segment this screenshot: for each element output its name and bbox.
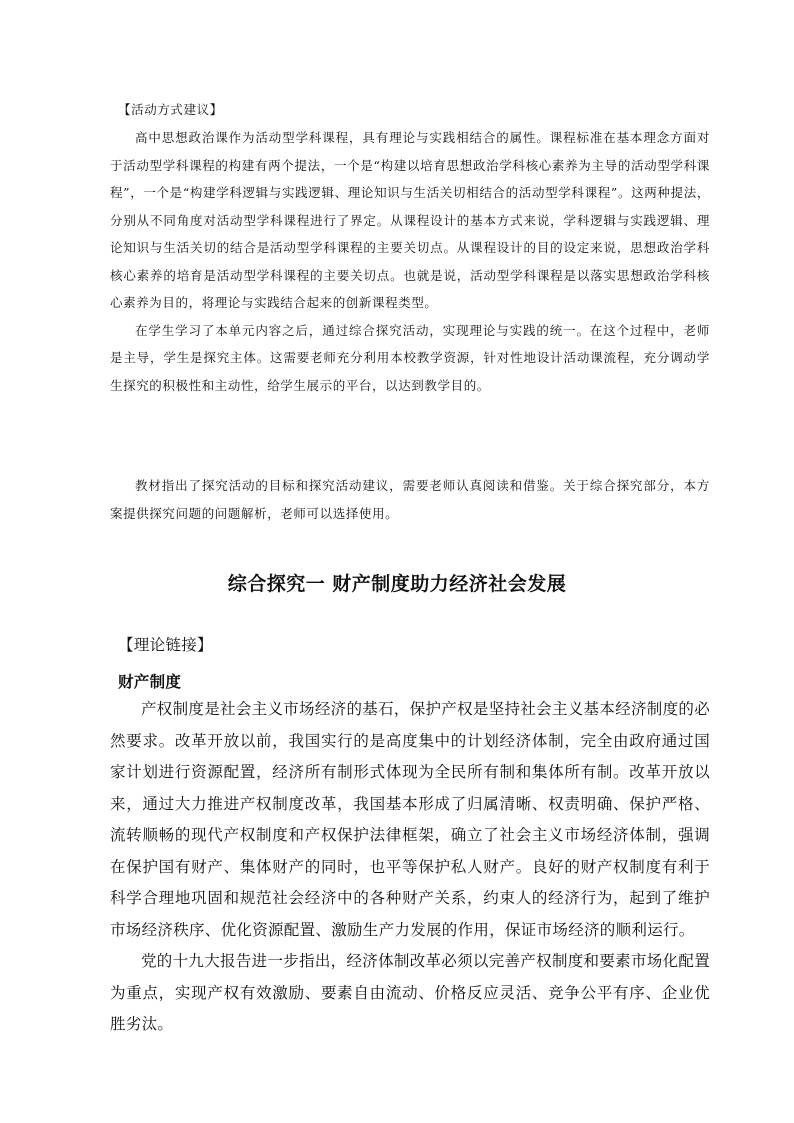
- section-subheading: 财产制度: [118, 673, 182, 691]
- activity-note: [110, 472, 710, 527]
- activity-paragraph: 在学生学习了本单元内容之后，通过综合探究活动，实现理论与实践的统一。在这个过程中，老师是主导，学生是探究主体。这需要老师充分利用本校教学资源，针对性地设计活动课流程，充分调动学生探究的积极性和主动性，给学生展示的平台，以达到教学目的。: [110, 322, 710, 393]
- activity-paragraph: 高中思想政治课作为活动型学科课程，具有理论与实践相结合的属性。课程标准在基本理念方面对于活动型学科课程的构建有两个提法，一个是“构建以培育思想政治学科核心素养为主导的活动型学科课程”，一个是“构建学科逻辑与实践逻辑、理论知识与生活关切相结合的活动型学科课程”。这两种提法，分别从不同角度对活动型学科课程进行了界定。从课程设计的基本方式来说，学科逻辑与实践逻辑、理论知识与生活关切的结合是活动型学科课程的主要关切点。从课程设计的目的设定来说，思想政治学科核心素养的培育是活动型学科课程的主要关切点。也就是说，活动型学科课程是以落实思想政治学科核心素养为目的，将理论与实践结合起来的创新课程类型。: [110, 130, 710, 310]
- section-body: [110, 694, 710, 1041]
- section-paragraph: 产权制度是社会主义市场经济的基石，保护产权是坚持社会主义基本经济制度的必然要求。改革开放以前，我国实行的是高度集中的计划经济体制，完全由政府通过国家计划进行资源配置，经济所有制形式体现为全民所有制和集体所有制。改革开放以来，通过大力推进产权制度改革，我国基本形成了归属清晰、权责明确、保护严格、流转顺畅的现代产权制度和产权保护法律框架，确立了社会主义市场经济体制，强调在保护国有财产、集体财产的同时，也平等保护私人财产。良好的财产权制度有利于科学合理地巩固和规范社会经济中的各种财产关系，约束人的经济行为，起到了维护市场经济秩序、优化资源配置、激励生产力发展的作用，保证市场经济的顺利运行。: [110, 700, 710, 939]
- theory-link-heading: 【理论链接】: [118, 636, 213, 654]
- activity-note-text: 教材指出了探究活动的目标和探究活动建议，需要老师认真阅读和借鉴。关于综合探究部分，本方案提供探究问题的问题解析，老师可以选择使用。: [110, 478, 710, 521]
- section-paragraph: 党的十九大报告进一步指出，经济体制改革必须以完善产权制度和要素市场化配置为重点，实现产权有效激励、要素自由流动、价格反应灵活、竞争公平有序、企业优胜劣汰。: [110, 952, 710, 1033]
- section-title: 综合探究一 财产制度助力经济社会发展: [227, 573, 567, 595]
- activity-body: [110, 124, 710, 399]
- activity-heading: 【活动方式建议】: [118, 102, 223, 117]
